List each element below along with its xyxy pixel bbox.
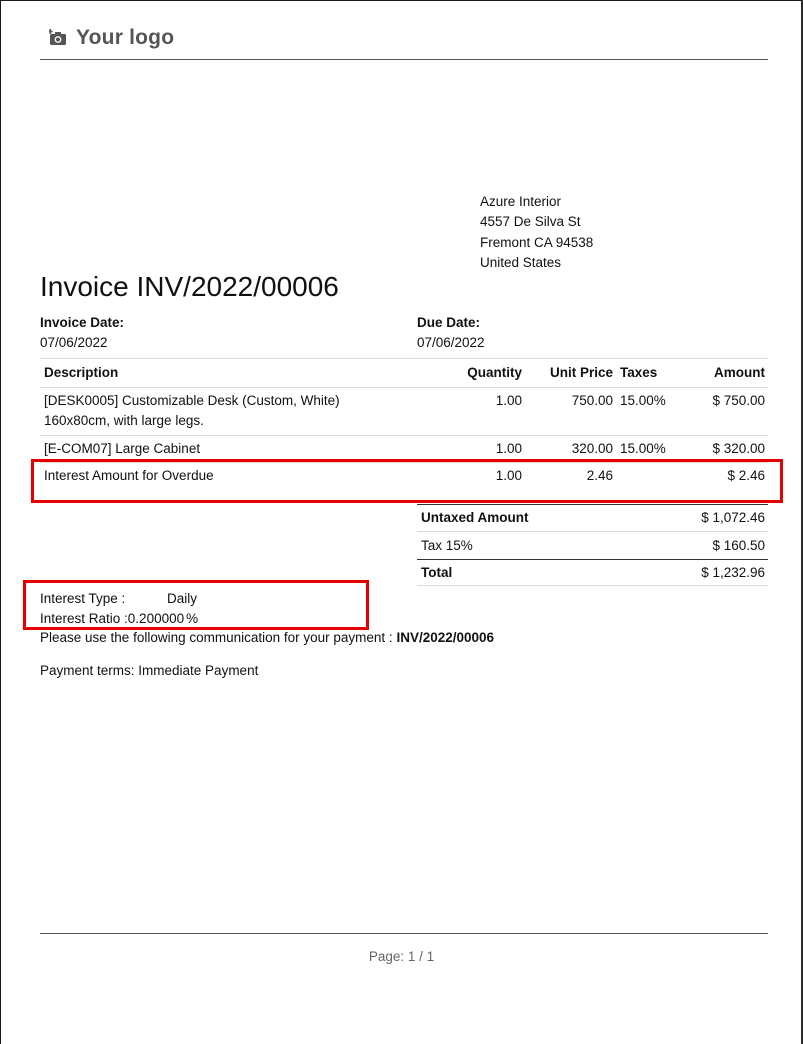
interest-ratio-unit: % — [186, 610, 199, 626]
row-amount: $ 320.00 — [712, 441, 765, 456]
invoice-title: Invoice INV/2022/00006 — [40, 271, 339, 302]
page-frame-top — [0, 0, 803, 1]
tax-label: Tax 15% — [421, 538, 473, 553]
row-description: [E-COM07] Large Cabinet — [44, 441, 201, 456]
totals-bottom-rule — [417, 585, 768, 586]
row-description-cont: 160x80cm, with large legs. — [44, 413, 204, 428]
interest-type-label: Interest Type : — [40, 591, 126, 606]
interest-ratio-label: Interest Ratio : — [40, 610, 128, 626]
invoice-date-block — [40, 313, 124, 353]
totals-divider — [417, 531, 768, 532]
customer-name: Azure Interior — [480, 194, 562, 209]
tax-value: $ 160.50 — [712, 538, 765, 553]
row-unit-price: 2.46 — [586, 468, 613, 483]
row-unit-price: 320.00 — [571, 441, 613, 456]
totals-top-rule — [417, 504, 768, 505]
row-taxes: 15.00% — [620, 441, 666, 456]
header-divider — [40, 59, 768, 60]
communication-reference: INV/2022/00006 — [396, 630, 495, 645]
camera-plus-icon — [49, 29, 68, 47]
col-header-description: Description — [44, 365, 119, 380]
due-date-label: Due Date: — [417, 315, 481, 330]
invoice-date-value: 07/06/2022 — [40, 335, 108, 350]
customer-address — [480, 192, 593, 273]
col-header-quantity: Quantity — [467, 365, 522, 380]
customer-city: Fremont CA 94538 — [480, 234, 594, 250]
customer-country: United States — [480, 254, 562, 270]
due-date-value: 07/06/2022 — [417, 335, 485, 350]
due-date-block — [417, 313, 485, 353]
interest-row-highlight-box — [31, 459, 783, 503]
table-header-rule — [40, 387, 768, 388]
row-unit-price: 750.00 — [571, 393, 613, 408]
untaxed-amount-value: $ 1,072.46 — [701, 510, 765, 525]
total-value: $ 1,232.96 — [701, 565, 765, 580]
col-header-unit-price: Unit Price — [549, 365, 613, 380]
interest-type-value: Daily — [167, 591, 198, 606]
table-top-rule — [40, 358, 768, 359]
interest-info-highlight-box — [23, 580, 369, 630]
communication-text: Please use the following communication for your payment : — [40, 630, 397, 645]
row-divider — [40, 435, 768, 436]
company-logo — [49, 26, 174, 50]
invoice-date-label: Invoice Date: — [40, 315, 125, 330]
row-amount: $ 750.00 — [712, 393, 765, 408]
row-taxes: 15.00% — [620, 393, 666, 408]
page-frame-left — [0, 0, 1, 1044]
total-rule — [417, 559, 768, 560]
logo-text: Your logo — [76, 26, 175, 49]
row-description: [DESK0005] Customizable Desk (Custom, White) — [44, 393, 340, 408]
total-label: Total — [421, 565, 453, 580]
footer-divider — [40, 933, 768, 934]
payment-terms: Payment terms: Immediate Payment — [40, 663, 259, 678]
col-header-amount: Amount — [714, 365, 765, 380]
page-number: Page: 1 / 1 — [368, 949, 435, 964]
row-description: Interest Amount for Overdue — [44, 468, 214, 483]
row-amount: $ 2.46 — [727, 468, 765, 483]
interest-ratio-value: 0.200000 — [127, 610, 185, 626]
row-quantity: 1.00 — [495, 393, 522, 408]
payment-communication — [40, 630, 494, 645]
customer-street: 4557 De Silva St — [480, 214, 581, 230]
row-quantity: 1.00 — [495, 441, 522, 456]
col-header-taxes: Taxes — [620, 365, 658, 380]
row-quantity: 1.00 — [495, 468, 522, 483]
untaxed-amount-label: Untaxed Amount — [421, 510, 529, 525]
